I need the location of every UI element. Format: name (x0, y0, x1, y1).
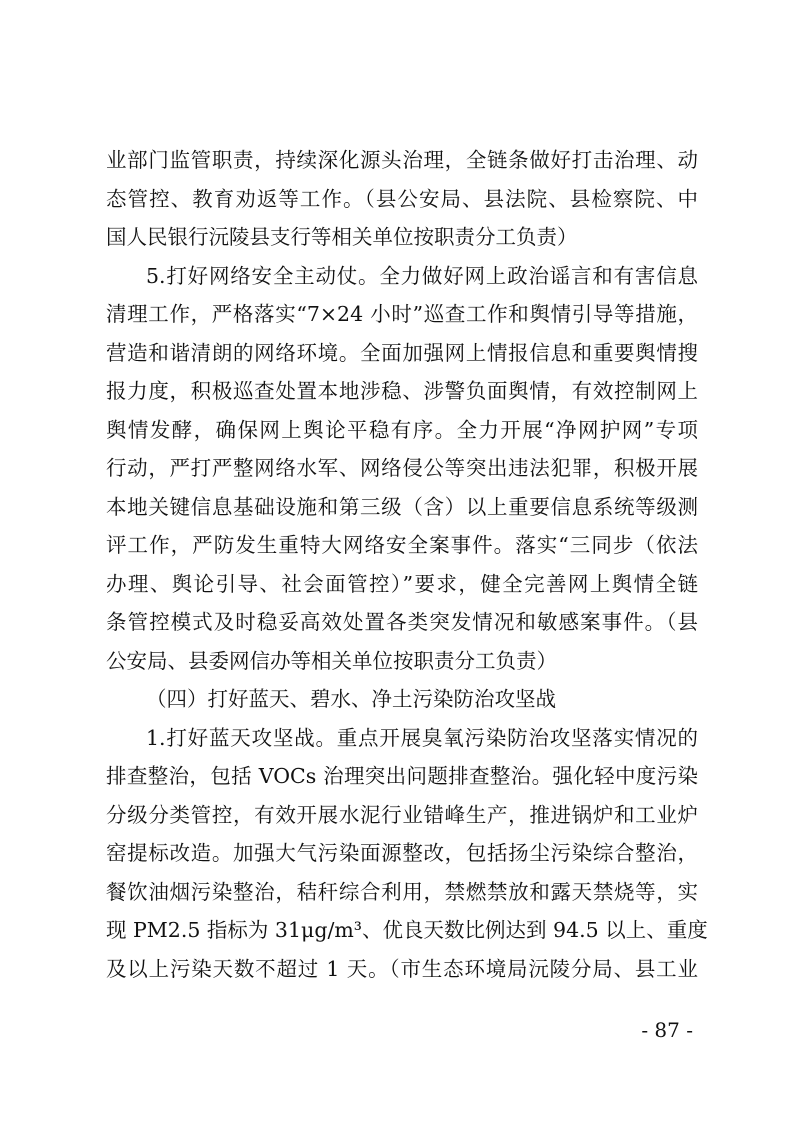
paragraph-line: 分级分类管控，有效开展水泥行业错峰生产，推进锅炉和工业炉 (106, 803, 698, 827)
paragraph-line: 条管控模式及时稳妥高效处置各类突发情况和敏感案事件。（县 (106, 610, 698, 634)
paragraph-line: 报力度，积极巡查处置本地涉稳、涉警负面舆情，有效控制网上 (106, 379, 698, 403)
paragraph-line: 5.打好网络安全主动仗。全力做好网上政治谣言和有害信息 (146, 264, 698, 288)
paragraph-line: 态管控、教育劝返等工作。（县公安局、县法院、县检察院、中 (106, 187, 698, 211)
paragraph-line: 舆情发酵，确保网上舆论平稳有序。全力开展“净网护网”专项 (106, 418, 698, 442)
paragraph-line: 行动，严打严整网络水军、网络侵公等突出违法犯罪，积极开展 (106, 456, 698, 480)
paragraph-line: 业部门监管职责，持续深化源头治理，全链条做好打击治理、动 (106, 148, 698, 172)
paragraph-line: 评工作，严防发生重特大网络安全案事件。落实“三同步（依法 (106, 533, 698, 557)
paragraph-line: 营造和谐清朗的网络环境。全面加强网上情报信息和重要舆情搜 (106, 341, 698, 365)
paragraph-line: 现 PM2.5 指标为 31μg/m³、优良天数比例达到 94.5 以上、重度 (106, 918, 708, 942)
paragraph-line: 1.打好蓝天攻坚战。重点开展臭氧污染防治攻坚落实情况的 (146, 726, 698, 750)
paragraph-line: 及以上污染天数不超过 1 天。（市生态环境局沅陵分局、县工业 (106, 957, 698, 981)
paragraph-line: 本地关键信息基础设施和第三级（含）以上重要信息系统等级测 (106, 495, 698, 519)
paragraph-line: 窑提标改造。加强大气污染面源整改，包括扬尘污染综合整治， (106, 841, 698, 865)
paragraph-line: 清理工作，严格落实“7×24 小时”巡查工作和舆情引导等措施， (106, 302, 698, 326)
page-number: - 87 - (641, 1018, 693, 1042)
paragraph-line: 国人民银行沅陵县支行等相关单位按职责分工负责） (106, 225, 578, 249)
paragraph-line: 办理、舆论引导、社会面管控）”要求，健全完善网上舆情全链 (106, 572, 698, 596)
paragraph-line: 公安局、县委网信办等相关单位按职责分工负责） (106, 649, 557, 673)
paragraph-line: 排查整治，包括 VOCs 治理突出问题排查整治。强化轻中度污染 (106, 764, 698, 788)
section-heading: （四）打好蓝天、碧水、净土污染防治攻坚战 (146, 687, 556, 711)
paragraph-line: 餐饮油烟污染整治，秸秆综合利用，禁燃禁放和露天禁烧等，实 (106, 880, 698, 904)
